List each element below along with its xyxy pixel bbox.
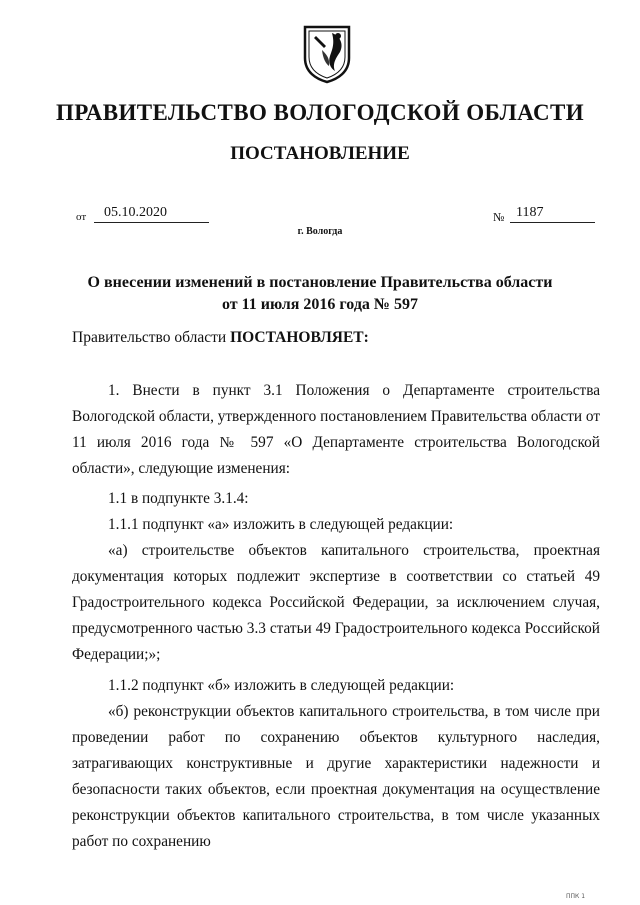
document-number: 1187 [510,204,595,223]
intro-text: Правительство области [72,329,231,346]
government-title: ПРАВИТЕЛЬСТВО ВОЛОГОДСКОЙ ОБЛАСТИ [55,100,585,125]
subject-line-1: О внесении изменений в постановление Правительства области [87,274,553,291]
paragraph-1-1: 1.1 в подпункте 3.1.4: [108,490,249,507]
subject-line-2: от 11 июля 2016 года № 597 [221,296,419,313]
paragraph-1-1-2: 1.1.2 подпункт «б» изложить в следующей редакции: [108,677,455,694]
date-label: от [76,211,87,223]
city-label: г. Вологда [297,226,343,237]
intro-resolution-word: ПОСТАНОВЛЯЕТ: [230,329,369,346]
document-date: 05.10.2020 [94,204,209,223]
paragraph-subpoint-a: «а) строительстве объектов капитального строительства, проектная документация которых подлежит экспертизе в соответствии со статьей 49 Градостроительного кодекса Российской Федерации, за исключением случая, предусмотренного частью 3.3 статьи 49 Градостроительного кодекса Российской Федерации;»; [72,542,600,663]
paragraph-subpoint-b: «б) реконструкции объектов капитального строительства, в том числе при проведении работ по сохранению объектов культурного наследия, затрагивающих конструктивные и другие характеристики надежности и безопасности таких объектов, если проектная документация на осуществление реконструкции объектов капитального строительства, в том числе указанных работ по сохранению [72,703,600,850]
document-type-title: ПОСТАНОВЛЕНИЕ [230,143,410,164]
footer-mark: ППК 1 [566,893,586,900]
intro-paragraph [72,329,369,347]
paragraph-1: 1. Внести в пункт 3.1 Положения о Департаменте строительства Вологодской области, утвержденного постановлением Правительства области от 11 июля 2016 года № 597 «О Департаменте строительства Вологодской области», следующие изменения: [72,382,600,477]
paragraph-1-1-1: 1.1.1 подпункт «а» изложить в следующей редакции: [108,516,454,533]
number-label: № [493,210,505,224]
document-subject [60,272,580,316]
coat-of-arms-emblem [302,24,352,84]
